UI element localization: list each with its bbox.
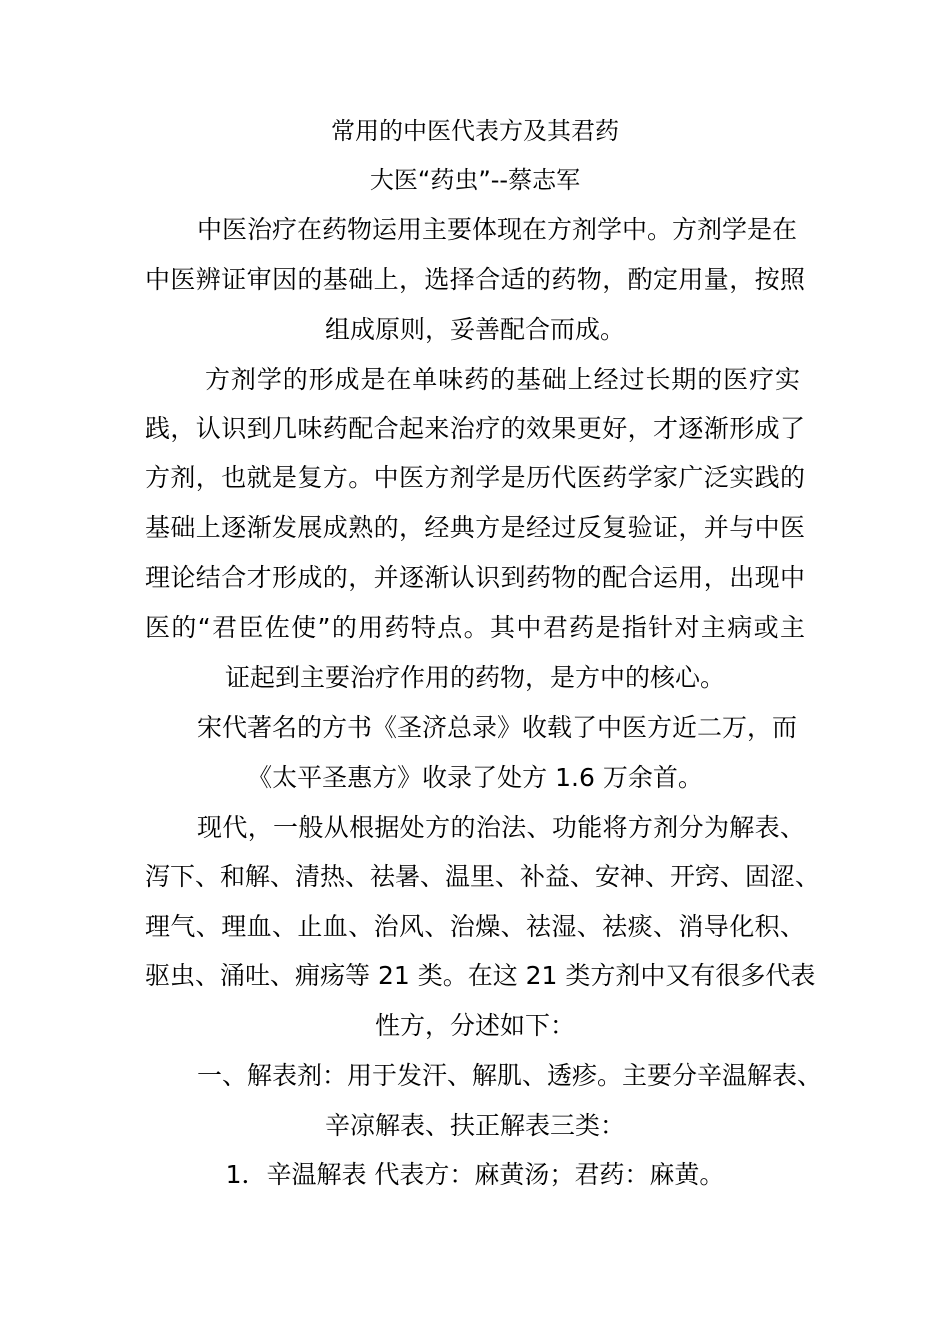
paragraph-line: 《太平圣惠方》收录了处方 1.6 万余首。 <box>247 763 703 792</box>
paragraph-line: 基础上逐渐发展成熟的，经典方是经过反复验证，并与中医 <box>145 513 805 542</box>
paragraph-line: 1．辛温解表 代表方：麻黄汤；君药：麻黄。 <box>225 1160 725 1189</box>
paragraph-line: 组成原则，妥善配合而成。 <box>324 315 625 344</box>
paragraph-line: 驱虫、涌吐、痈疡等 21 类。在这 21 类方剂中又有很多代表 <box>145 961 816 990</box>
paragraph-line: 一、解表剂：用于发汗、解肌、透疹。主要分辛温解表、 <box>197 1061 823 1090</box>
paragraph-line: 理气、理血、止血、治风、治燥、祛湿、祛痰、消导化积、 <box>145 912 805 941</box>
paragraph-line: 理论结合才形成的，并逐渐认识到药物的配合运用，出现中 <box>145 563 805 592</box>
paragraph-line: 医的“君臣佐使”的用药特点。其中君药是指针对主病或主 <box>145 613 805 642</box>
paragraph-line: 方剂，也就是复方。中医方剂学是历代医药学家广泛实践的 <box>145 463 805 492</box>
document-title: 常用的中医代表方及其君药 <box>331 117 619 145</box>
document-author: 大医“药虫”--蔡志军 <box>369 166 581 194</box>
paragraph-line: 性方，分述如下： <box>374 1011 575 1040</box>
paragraph-line: 辛凉解表、扶正解表三类： <box>324 1111 625 1140</box>
paragraph-line: 泻下、和解、清热、祛暑、温里、补益、安神、开窍、固涩、 <box>145 862 821 891</box>
paragraph-line: 中医辨证审因的基础上，选择合适的药物，酌定用量，按照 <box>145 265 805 294</box>
paragraph-line: 方剂学的形成是在单味药的基础上经过长期的医疗实 <box>205 365 800 394</box>
paragraph-line: 中医治疗在药物运用主要体现在方剂学中。方剂学是在 <box>197 215 798 244</box>
paragraph-line: 现代，一般从根据处方的治法、功能将方剂分为解表、 <box>197 813 805 842</box>
paragraph-line: 证起到主要治疗作用的药物，是方中的核心。 <box>224 663 725 692</box>
paragraph-line: 宋代著名的方书《圣济总录》收载了中医方近二万，而 <box>197 713 798 742</box>
paragraph-line: 践，认识到几味药配合起来治疗的效果更好，才逐渐形成了 <box>145 414 805 443</box>
